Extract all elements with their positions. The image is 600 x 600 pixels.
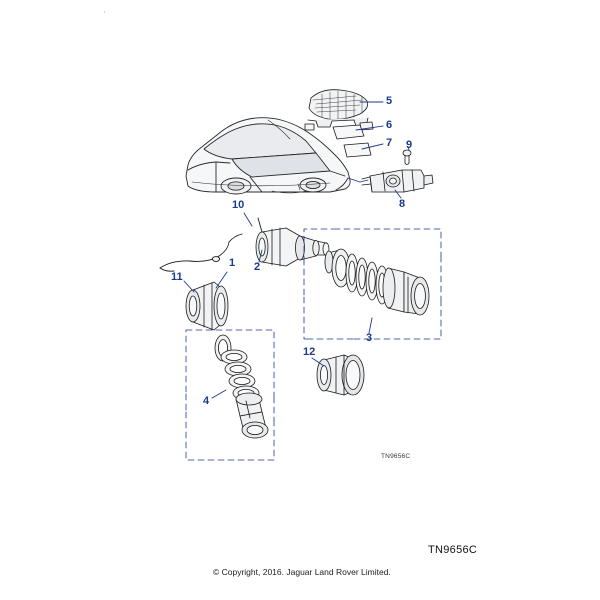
part-11-pipe-inlet <box>186 282 228 330</box>
part-4-exhaust-finisher-assembly <box>215 335 268 438</box>
callout-8: 8 <box>399 198 406 210</box>
drawing-number: TN9656C <box>428 544 478 556</box>
copyright-notice: © Copyright, 2016. Jaguar Land Rover Limited. <box>213 567 391 577</box>
part-12-tailpipe-finisher <box>317 355 364 395</box>
part-8-bracket-assembly <box>362 170 433 192</box>
part-3-exhaust-finisher-assembly <box>325 249 429 315</box>
part-9-fastener <box>403 150 411 165</box>
callout-11: 11 <box>171 271 183 283</box>
part-2-centre-pipe <box>256 228 329 266</box>
callout-4: 4 <box>203 395 210 407</box>
callout-9: 9 <box>406 139 413 151</box>
vehicle-illustration <box>186 118 350 194</box>
drawing-number-inline: TN9656C <box>381 453 411 460</box>
callout-3: 3 <box>366 332 373 344</box>
callout-5: 5 <box>386 95 393 107</box>
callout-1: 1 <box>229 257 236 269</box>
callout-12: 12 <box>303 346 316 358</box>
callout-6: 6 <box>386 119 393 131</box>
part-5-heat-shield <box>305 90 373 130</box>
part-10-hanger-cable <box>160 218 262 271</box>
callout-10: 10 <box>232 199 245 211</box>
corner-registration-mark: ' <box>104 12 106 18</box>
callout-2: 2 <box>254 261 261 273</box>
callout-7: 7 <box>386 137 393 149</box>
